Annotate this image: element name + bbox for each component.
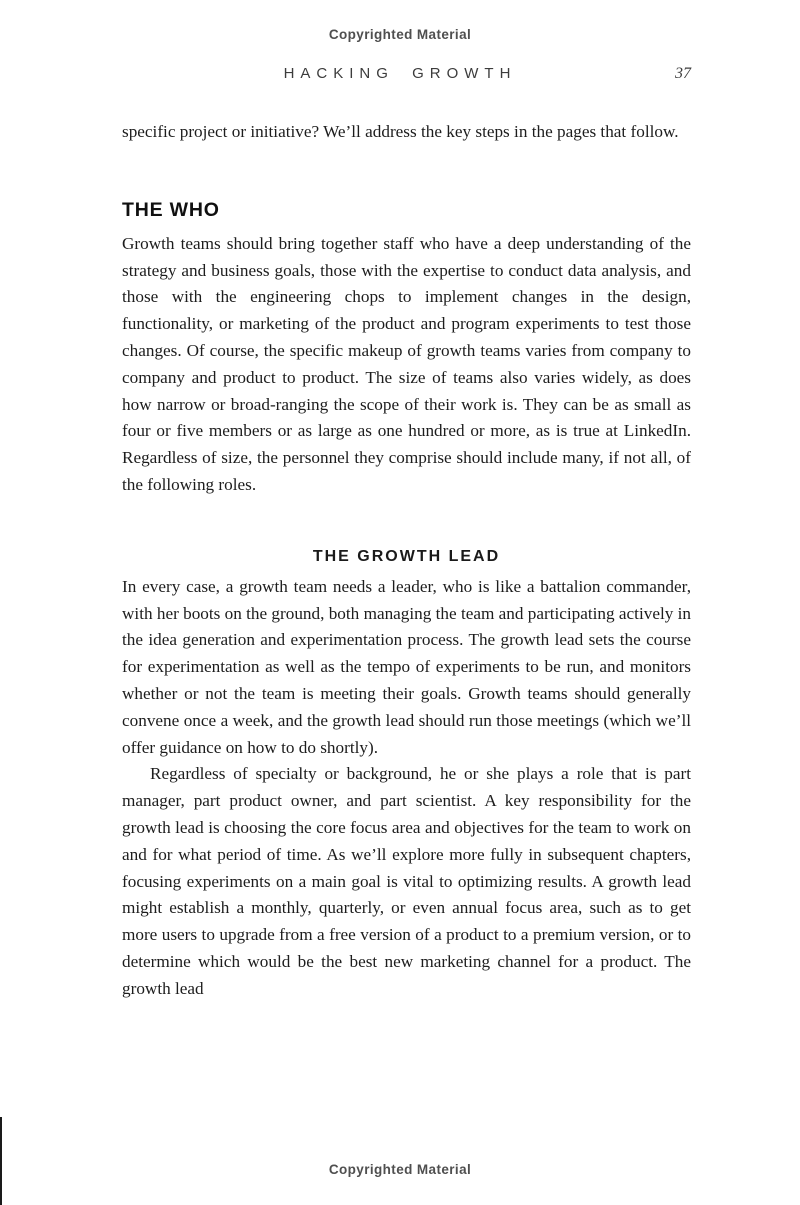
subsection-heading-growth-lead: THE GROWTH LEAD <box>312 547 501 565</box>
book-title: HACKING GROWTH <box>283 65 517 82</box>
text-block <box>122 119 691 1003</box>
copyright-notice-bottom: Copyrighted Material <box>328 1162 472 1177</box>
intro-paragraph: specific project or initiative? We’ll address the key steps in the pages that follow. <box>122 122 679 141</box>
the-who-paragraph: Growth teams should bring together staff who have a deep understanding of the strategy and business goals, those with the expertise to conduct data analysis, and those with the engineering chops to implement changes in the design, functionality, or marketing of the product and program experiments to test those changes. Of course, the specific makeup of growth teams varies from company to company and product to product. The size of teams also varies widely, as does how narrow or broad-ranging the scope of their work is. They can be as small as four or five members or as large as one hundred or more, as is true at LinkedIn. Regardless of size, the personnel they comprise should include many, if not all, of the following roles. <box>122 233 691 494</box>
section-heading-the-who: THE WHO <box>122 198 220 221</box>
page-edge-line <box>0 1117 2 1205</box>
growth-lead-paragraph-1: In every case, a growth team needs a leader, who is like a battalion commander, with her boots on the ground, both managing the team and participating actively in the idea generation and experimentation process. The growth lead sets the course for experimentation as well as the tempo of experiments to be run, and monitors whether or not the team is meeting their goals. Growth teams should generally convene once a week, and the growth lead should run those meetings (which we’ll offer guidance on how to do shortly). <box>122 576 691 757</box>
page-number: 37 <box>675 65 691 82</box>
running-header <box>0 65 800 85</box>
growth-lead-paragraph-2: Regardless of specialty or background, he or she plays a role that is part manager, part product owner, and part scientist. A key responsibility for the growth lead is choosing the core focus area and objectives for the team to work on and for what period of time. As we’ll explore more fully in subsequent chapters, focusing experiments on a main goal is vital to optimizing results. A growth lead might establish a monthly, quarterly, or even annual focus area, such as to get more users to upgrade from a free version of a product to a premium version, or to determine which would be the best new marketing channel for a product. The growth lead <box>122 764 691 998</box>
copyright-notice-top: Copyrighted Material <box>328 27 472 42</box>
